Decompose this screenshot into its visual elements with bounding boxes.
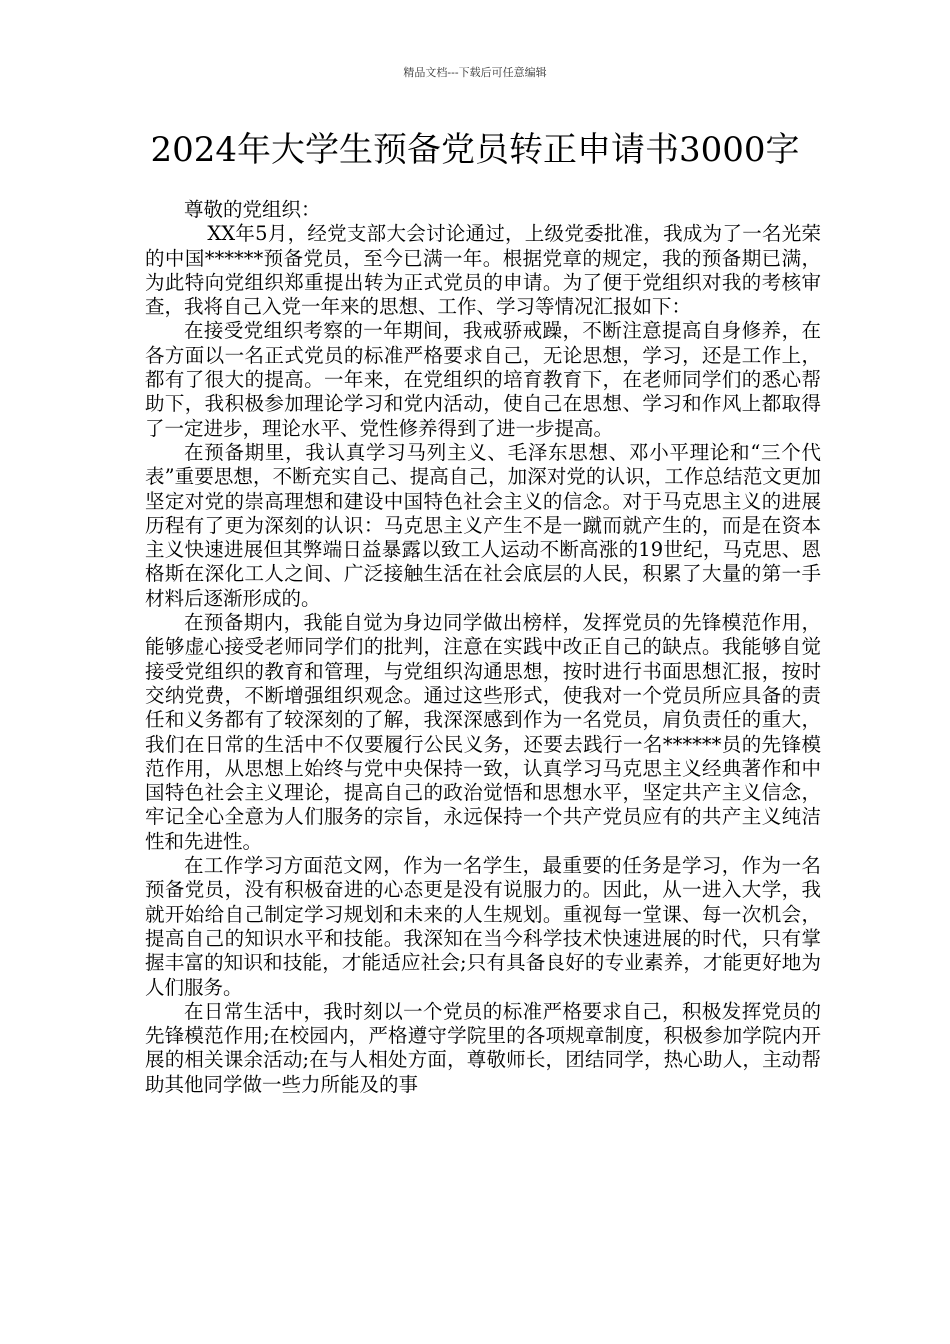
salutation: 尊敬的党组织：: [184, 198, 321, 221]
document-body: [145, 198, 821, 1097]
paragraph: 在接受党组织考察的一年期间，我戒骄戒躁，不断注意提高自身修养，在各方面以一名正式党员的标准严格要求自己，无论思想，学习，还是工作上，都有了很大的提高。一年来，在党组织的培育教育下，在老师同学们的悉心帮助下，我积极参加理论学习和党内活动，使自己在思想、学习和作风上都取得了一定进步，理论水平、党性修养得到了进一步提高。: [145, 319, 821, 440]
document-title: 2024年大学生预备党员转正申请书3000字: [150, 130, 800, 170]
paragraph: 在预备期内，我能自觉为身边同学做出榜样，发挥党员的先锋模范作用，能够虚心接受老师同学们的批判，注意在实践中改正自己的缺点。我能够自觉接受党组织的教育和管理，与党组织沟通思想，按时进行书面思想汇报，按时交纳党费，不断增强组织观念。通过这些形式，使我对一个党员所应具备的责任和义务都有了较深刻的了解，我深深感到作为一名党员，肩负责任的重大，我们在日常的生活中不仅要履行公民义务，还要去践行一名******员的先锋模范作用，从思想上始终与党中央保持一致，认真学习马克思主义经典著作和中国特色社会主义理论，提高自己的政治觉悟和思想水平，坚定共产主义信念，牢记全心全意为人们服务的宗旨，永远保持一个共产党员应有的共产主义纯洁性和先进性。: [145, 611, 821, 853]
paragraph: XX年5月，经党支部大会讨论通过，上级党委批准，我成为了一名光荣的中国******预备党员，至今已满一年。根据党章的规定，我的预备期已满，为此特向党组织郑重提出转为正式党员的申请。为了便于党组织对我的考核审查，我将自己入党一年来的思想、工作、学习等情况汇报如下：: [145, 222, 821, 319]
header-note: 精品文档---下载后可任意编辑: [403, 66, 547, 79]
paragraph: 在工作学习方面范文网，作为一名学生，最重要的任务是学习，作为一名预备党员，没有积极奋进的心态更是没有说服力的。因此，从一进入大学，我就开始给自己制定学习规划和未来的人生规划。重视每一堂课、每一次机会，提高自己的知识水平和技能。我深知在当今科学技术快速进展的时代，只有掌握丰富的知识和技能，才能适应社会;只有具备良好的专业素养，才能更好地为人们服务。: [145, 854, 821, 999]
paragraph: 在日常生活中，我时刻以一个党员的标准严格要求自己，积极发挥党员的先锋模范作用;在校园内，严格遵守学院里的各项规章制度，积极参加学院内开展的相关课余活动;在与人相处方面，尊敬师长，团结同学，热心助人，主动帮助其他同学做一些力所能及的事: [145, 999, 821, 1096]
paragraph: 在预备期里，我认真学习马列主义、毛泽东思想、邓小平理论和“三个代表”重要思想，不断充实自己、提高自己，加深对党的认识，工作总结范文更加坚定对党的崇高理想和建设中国特色社会主义的信念。对于马克思主义的进展历程有了更为深刻的认识：马克思主义产生不是一蹴而就产生的，而是在资本主义快速进展但其弊端日益暴露以致工人运动不断高涨的19世纪，马克思、恩格斯在深化工人之间、广泛接触生活在社会底层的人民，积累了大量的第一手材料后逐渐形成的。: [145, 440, 821, 610]
